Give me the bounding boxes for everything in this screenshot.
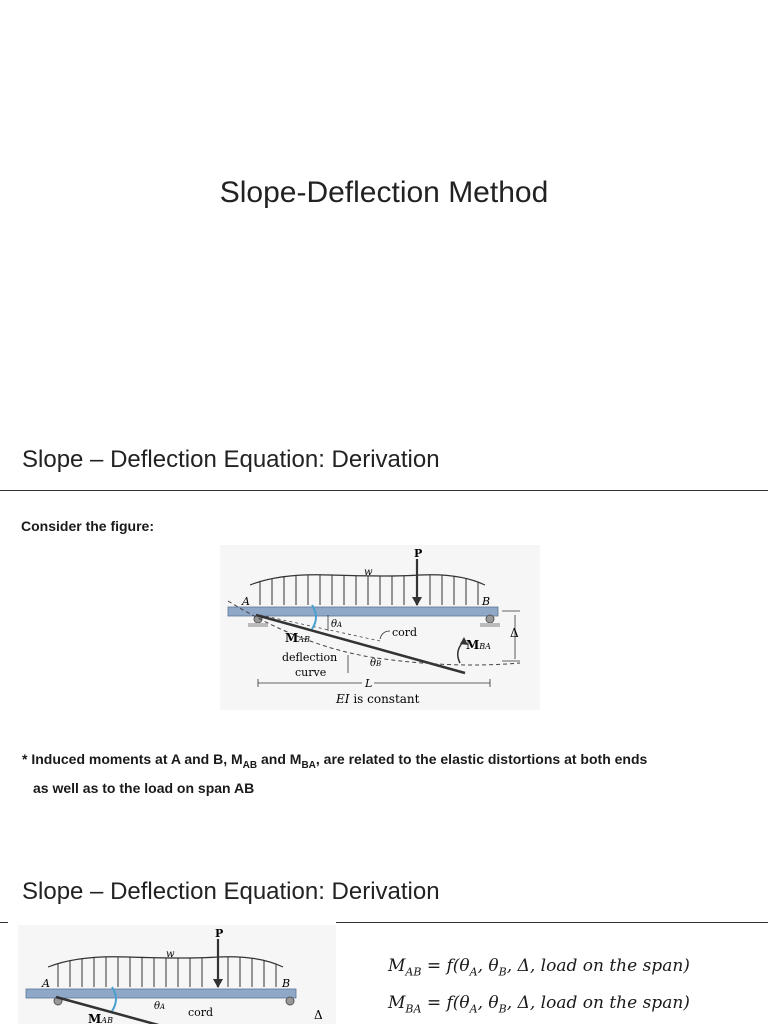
- repeat-label-B: B: [282, 977, 291, 990]
- beam: [228, 607, 498, 616]
- label-A: A: [242, 595, 250, 608]
- label-w: w: [364, 567, 373, 578]
- label-deflection: deflection: [282, 651, 338, 664]
- repeat-label-w: w: [166, 949, 175, 960]
- label-thetaB: θB: [370, 658, 382, 669]
- slide2-divider-right: [336, 922, 768, 923]
- label-L: L: [365, 677, 373, 690]
- label-MAB: MAB: [285, 631, 310, 645]
- repeat-label-MAB: MAB: [88, 1012, 113, 1024]
- label-EI-constant: EI is constant: [336, 692, 420, 706]
- slide1-bullet: * Induced moments at A and B, $M_{AB}$ and $M_{BA}$, are related to the elastic distortions at both ends as well as to the load on span AB: [22, 751, 648, 796]
- slide1-heading: Slope – Deflection Equation: Derivation: [22, 446, 440, 473]
- beam-figure: [220, 545, 540, 710]
- label-B: B: [482, 595, 491, 608]
- repeat-label-cord: cord: [188, 1006, 214, 1019]
- equation-MBA: $M_{BA} = f(\theta_A$, $\theta_B$, Δ, load on the span): [388, 993, 690, 1016]
- slide2-heading: Slope – Deflection Equation: Derivation: [22, 878, 440, 905]
- label-cord: cord: [392, 626, 418, 639]
- beam-figure-repeat: [18, 925, 336, 1024]
- slide1-divider: [0, 490, 768, 491]
- repeat-label-delta: Δ: [314, 1008, 323, 1022]
- repeat-label-P: P: [215, 927, 224, 940]
- repeat-label-thetaA: θA: [154, 1001, 166, 1012]
- label-thetaA: θA: [331, 619, 343, 630]
- equation-MAB: $M_{AB} = f(\theta_A$, $\theta_B$, Δ, load on the span): [388, 956, 690, 979]
- label-curve: curve: [295, 666, 327, 679]
- slide1-intro: Consider the figure:: [21, 518, 155, 534]
- repeat-label-A: A: [42, 977, 50, 990]
- label-MBA: MBA: [466, 638, 491, 652]
- label-delta: Δ: [510, 626, 519, 640]
- label-P: P: [414, 547, 423, 560]
- title-slide-title: Slope-Deflection Method: [219, 176, 549, 209]
- slide2-divider-left: [0, 922, 8, 923]
